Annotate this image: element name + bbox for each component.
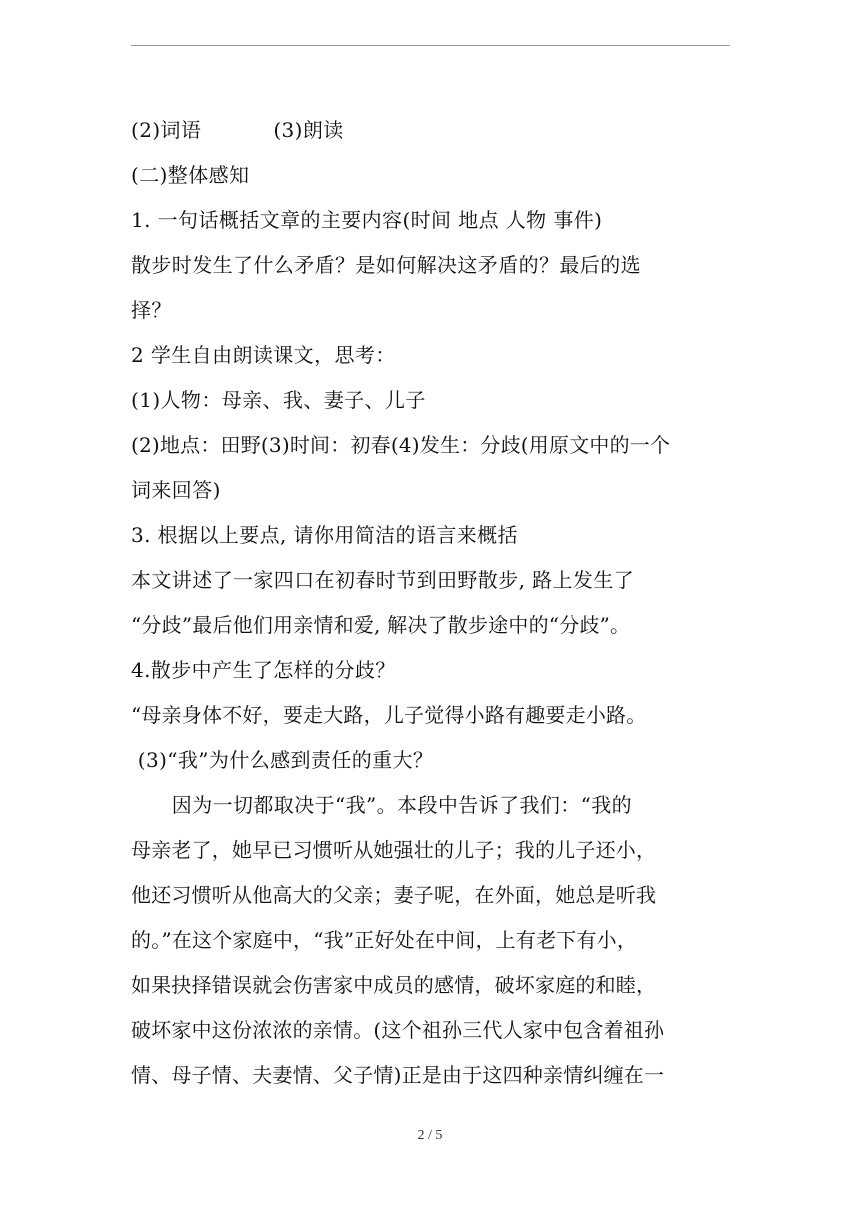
text-line-8: (2)地点：田野(3)时间：初春(4)发生：分歧(用原文中的一个 <box>131 433 671 457</box>
text-line-10: 3. 根据以上要点, 请你用简洁的语言来概括 <box>131 523 518 547</box>
text-line-7: (1)人物：母亲、我、妻子、儿子 <box>131 388 426 412</box>
text-line-21: 破坏家中这份浓浓的亲情。(这个祖孙三代人家中包含着祖孙 <box>131 1018 665 1042</box>
text-item-reading: (3)朗读 <box>273 118 344 142</box>
text-item-words: (2)词语 <box>131 118 202 142</box>
text-line-18: 他还习惯听从他高大的父亲；妻子呢，在外面，她总是听我 <box>131 883 657 907</box>
text-line-4: 散步时发生了什么矛盾？是如何解决这矛盾的？最后的选 <box>131 253 641 277</box>
text-line-12: “分歧”最后他们用亲情和爱, 解决了散步途中的“分歧”。 <box>131 613 631 637</box>
text-line-6: 2 学生自由朗读课文，思考： <box>131 343 396 367</box>
text-line-3: 1. 一句话概括文章的主要内容(时间 地点 人物 事件) <box>131 208 603 232</box>
text-line-19: 的。”在这个家庭中，“我”正好处在中间，上有老下有小， <box>131 928 638 952</box>
text-line-16: 因为一切都取决于“我”。本段中告诉了我们：“我的 <box>131 793 633 817</box>
text-line-17: 母亲老了，她早已习惯听从她强壮的儿子；我的儿子还小， <box>131 838 657 862</box>
text-line-5: 择？ <box>131 298 172 322</box>
text-line-20: 如果抉择错误就会伤害家中成员的感情，破坏家庭的和睦， <box>131 973 657 997</box>
text-line-13: 4.散步中产生了怎样的分歧？ <box>131 658 396 682</box>
document-body <box>131 108 741 1098</box>
text-line-9: 词来回答) <box>131 478 221 502</box>
text-line-1 <box>131 108 741 153</box>
text-line-11: 本文讲述了一家四口在初春时节到田野散步, 路上发生了 <box>131 568 635 592</box>
text-line-15: (3)“我”为什么感到责任的重大？ <box>131 748 434 772</box>
text-line-14: “母亲身体不好，要走大路，儿子觉得小路有趣要走小路。 <box>131 703 647 727</box>
section-heading: (二)整体感知 <box>131 163 250 187</box>
page-number: 2 / 5 <box>417 1128 443 1143</box>
text-line-22: 情、母子情、夫妻情、父子情)正是由于这四种亲情纠缠在一 <box>131 1063 665 1087</box>
header-rule <box>131 45 730 46</box>
